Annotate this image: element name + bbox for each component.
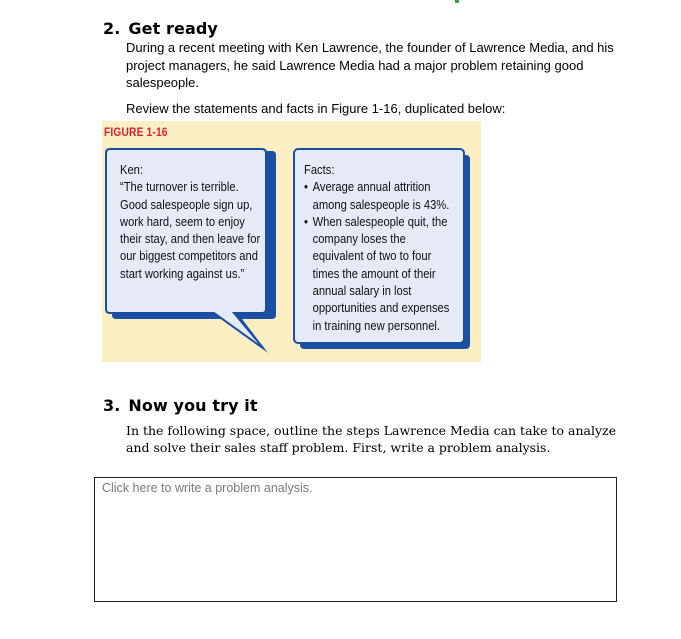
review-instruction: Review the statements and facts in Figure 1-16, duplicated below: — [126, 101, 506, 116]
ken-quote-text — [120, 161, 266, 282]
section-title: Get ready — [128, 19, 218, 38]
ken-heading: Ken: — [120, 162, 144, 177]
fact-text: When salespeople quit, the company loses the equivalent of two to four times the amount of their annual salary in lost opportunities and expenses in training new personnel. — [312, 213, 450, 333]
bullet-icon: • — [304, 213, 308, 229]
top-accent-mark — [455, 0, 459, 3]
bullet-icon: • — [304, 179, 308, 195]
fact-item — [304, 178, 459, 213]
section-number: 3. — [103, 396, 121, 415]
try-it-paragraph: In the following space, outline the steps Lawrence Media can take to analyze and solve their sales staff problem. First, write a problem analysis. — [126, 423, 616, 455]
section-title: Now you try it — [128, 396, 258, 415]
section-heading-get-ready — [103, 19, 218, 38]
get-ready-paragraph: During a recent meeting with Ken Lawrence, the founder of Lawrence Media, and his project managers, he said Lawrence Media had a major problem retaining good salespeople. — [126, 40, 614, 90]
fact-item — [304, 213, 459, 334]
figure-label: FIGURE 1-16 — [104, 125, 168, 139]
problem-analysis-input[interactable] — [94, 477, 617, 602]
problem-analysis-placeholder[interactable]: Click here to write a problem analysis. — [102, 481, 313, 495]
fact-text: Average annual attrition among salespeople is 43%. — [312, 179, 450, 212]
section-number: 2. — [103, 19, 121, 38]
ken-quote: “The turnover is terrible. Good salespeople sign up, work hard, seem to enjoy their stay, and then leave for our biggest competitors and start working against us.” — [120, 179, 261, 281]
figure-1-16 — [102, 121, 481, 362]
section-heading-try-it — [103, 396, 258, 415]
facts-text — [304, 161, 459, 334]
facts-heading: Facts: — [304, 162, 335, 177]
